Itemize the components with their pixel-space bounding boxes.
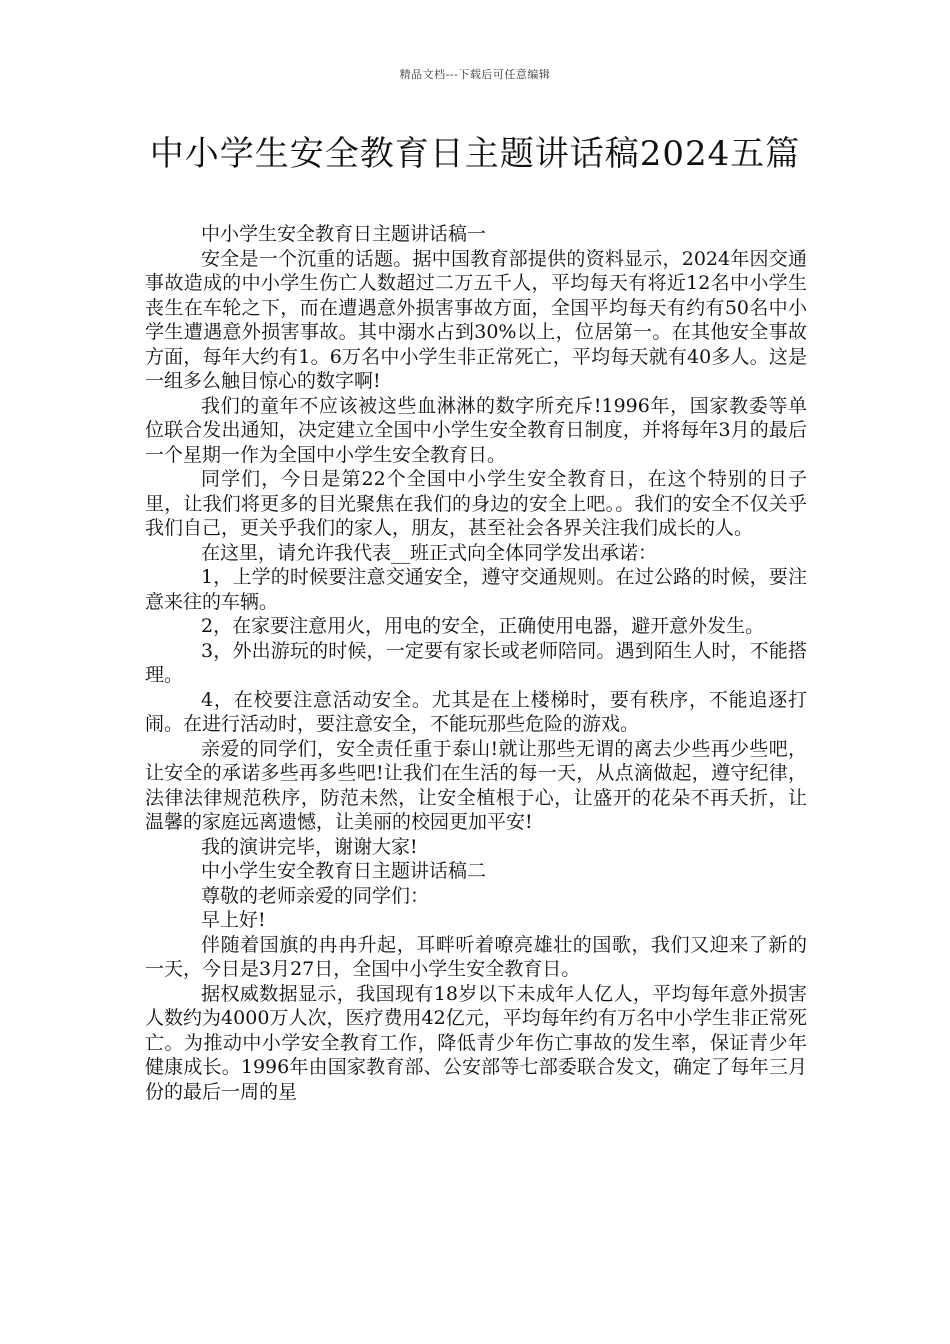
salutation: 尊敬的老师亲爱的同学们： bbox=[201, 884, 430, 907]
paragraph: 据权威数据显示，我国现有18岁以下未成年人亿人，平均每年意外损害人数约为4000万人次，医疗费用42亿元，平均每年约有万名中小学生非正常死亡。为推动中小学安全教育工作，降低青少年伤亡事故的发生率，保证青少年健康成长。1996年由国家教育部、公安部等七部委联合发文，确定了每年三月份的最后一周的星 bbox=[145, 982, 807, 1103]
paragraph: 亲爱的同学们，安全责任重于泰山!就让那些无谓的离去少些再少些吧，让安全的承诺多些再多些吧!让我们在生活的每一天，从点滴做起，遵守纪律，法律法律规范秩序，防范未然，让安全植根于心，让盛开的花朵不再夭折，让温馨的家庭远离遗憾，让美丽的校园更加平安! bbox=[145, 737, 807, 833]
document-body bbox=[145, 222, 807, 1104]
paragraph: 在这里，请允许我代表__班正式向全体同学发出承诺： bbox=[201, 541, 658, 564]
header-note: 精品文档---下载后可任意编辑 bbox=[399, 68, 551, 81]
paragraph: 我们的童年不应该被这些血淋淋的数字所充斥!1996年，国家教委等单位联合发出通知，决定建立全国中小学生安全教育日制度，并将每年3月的最后一个星期一作为全国中小学生安全教育日。 bbox=[145, 394, 807, 466]
document-title: 中小学生安全教育日主题讲话稿2024五篇 bbox=[149, 134, 801, 174]
paragraph: 同学们，今日是第22个全国中小学生安全教育日，在这个特别的日子里，让我们将更多的目光聚焦在我们的身边的安全上吧。。我们的安全不仅关乎我们自己，更关乎我们的家人，朋友，甚至社会各界关注我们成长的人。 bbox=[145, 468, 807, 539]
paragraph: 我的演讲完毕，谢谢大家! bbox=[201, 835, 418, 858]
paragraph: 伴随着国旗的冉冉升起，耳畔听着嘹亮雄壮的国歌，我们又迎来了新的一天，今日是3月27日，全国中小学生安全教育日。 bbox=[145, 933, 807, 980]
section-heading-2: 中小学生安全教育日主题讲话稿二 bbox=[201, 860, 487, 882]
paragraph: 安全是一个沉重的话题。据中国教育部提供的资料显示，2024年因交通事故造成的中小学生伤亡人数超过二万五千人，平均每天有将近12名中小学生丧生在车轮之下，而在遭遇意外损害事故方面，全国平均每天有约有50名中小学生遭遇意外损害事故。其中溺水占到30%以上，位居第一。在其他安全事故方面，每年大约有1。6万名中小学生非正常死亡，平均每天就有40多人。这是一组多么触目惊心的数字啊! bbox=[145, 247, 807, 392]
list-item: 4，在校要注意活动安全。尤其是在上楼梯时，要有秩序，不能追逐打闹。在进行活动时，要注意安全，不能玩那些危险的游戏。 bbox=[145, 688, 807, 735]
list-item: 2，在家要注意用火，用电的安全，正确使用电器，避开意外发生。 bbox=[201, 615, 765, 637]
list-item: 3，外出游玩的时候，一定要有家长或老师陪同。遇到陌生人时，不能搭理。 bbox=[145, 639, 807, 686]
section-heading-1: 中小学生安全教育日主题讲话稿一 bbox=[201, 223, 487, 245]
greeting: 早上好! bbox=[201, 909, 266, 931]
list-item: 1，上学的时候要注意交通安全，遵守交通规则。在过公路的时候，要注意来往的车辆。 bbox=[145, 566, 807, 613]
